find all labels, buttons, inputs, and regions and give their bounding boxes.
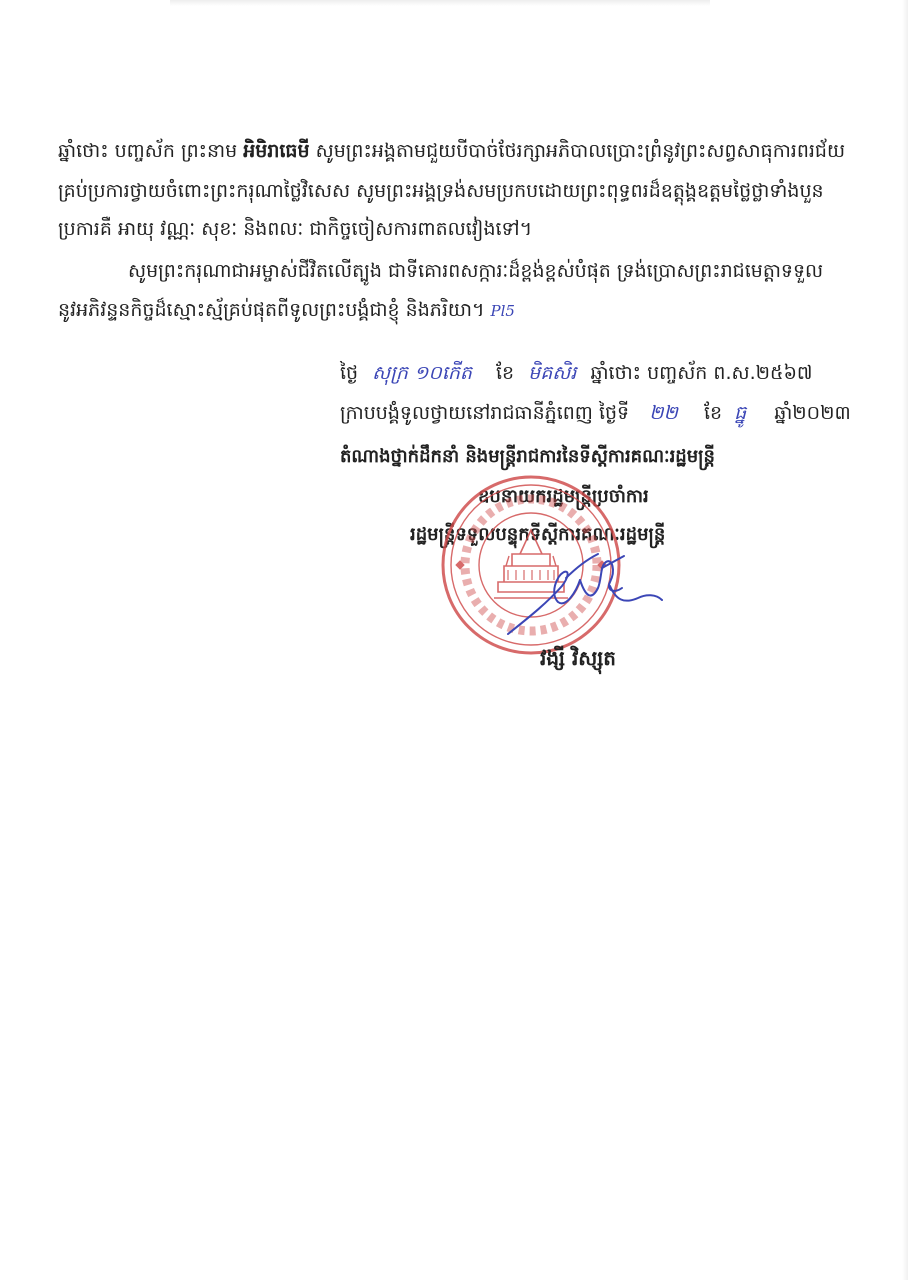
year-text: ឆ្នាំថោះ បញ្ចស័ក ព.ស.២៥៦៧: [590, 362, 813, 384]
place-text: ក្រាបបង្គំទូលថ្វាយនៅរាជធានីភ្នំពេញ ថ្ងៃទី: [340, 402, 630, 424]
handwritten-month2: ធ្នូ: [734, 402, 747, 424]
paragraph1-line3: ប្រការគឺ អាយុ វណ្ណៈ សុខៈ និងពលៈ ជាកិច្ចចៀសការពាតលវៀងទៅ។: [58, 218, 533, 240]
paragraph2-line2: [58, 297, 515, 324]
signature-strokes: [506, 548, 666, 640]
handwritten-day: សុក្រ ១០កើត: [372, 362, 472, 384]
handwritten-day-number: ២២: [649, 402, 678, 424]
paragraph2-line1: សូមព្រះករុណាជាអម្ចាស់ជីវិតលើត្បូង ជាទីគោរពសក្ការៈដ៏ខ្ពង់ខ្ពស់បំផុត ទ្រង់ប្រោសព្រះរាជមេត្តាទទួល: [128, 260, 824, 282]
scan-top-shadow: [170, 0, 710, 6]
signatory-title-line1: ឧបនាយករដ្ឋមន្ត្រីប្រចាំការ: [478, 486, 649, 507]
day-label: ថ្ងៃ: [340, 362, 359, 384]
p1-line1-start: ឆ្នាំថោះ បញ្ចស័ក ព្រះនាម: [58, 140, 244, 162]
lunar-date-line: [340, 360, 813, 386]
royal-name: អិមិរាធេមី: [243, 140, 310, 162]
p2-line2-text: នូវអភិវន្ទនកិច្ចដ៏ស្មោះស្ម័គ្រប់ផុតពីទូលព្រះបង្គំជាខ្ញុំ និងភរិយា។: [58, 299, 485, 321]
signatory-name: វង្សី វិស្សុត: [540, 646, 617, 670]
handwritten-initials: Pl5: [490, 302, 515, 320]
scan-edge-shadow: [902, 0, 908, 1280]
handwritten-month: មិគសិរ: [528, 362, 577, 384]
signatory-title-line2: រដ្ឋមន្ត្រីទទួលបន្ទុកទីស្តីការគណៈរដ្ឋមន្ត្រី: [410, 524, 666, 545]
p1-line1-end: សូមព្រះអង្គតាមជួយបីបាច់ថែរក្សាអភិបាលប្រោះព្រំនូវព្រះសព្វសាធុការពរជ័យ: [309, 140, 846, 162]
signatory-organization: តំណាងថ្នាក់ដឹកនាំ និងមន្ត្រីរាជការនៃទីស្តីការគណៈរដ្ឋមន្ត្រី: [340, 446, 715, 467]
place-date-line: [340, 400, 851, 426]
paragraph1-line2: គ្រប់ប្រការថ្វាយចំពោះព្រះករុណាថ្លៃវិសេស សូមព្រះអង្គទ្រង់សមប្រកបដោយព្រះពុទ្ធពរដ៏ឧត្តុង្គឧត្តមថ្លៃថ្លាទាំងបួន: [58, 180, 824, 202]
year2-text: ឆ្នាំ២០២៣: [774, 402, 851, 424]
handwritten-signature: [506, 548, 666, 640]
month2-label: ខែ: [703, 402, 723, 424]
paragraph1-line1: [58, 138, 845, 164]
month-label: ខែ: [496, 362, 515, 384]
